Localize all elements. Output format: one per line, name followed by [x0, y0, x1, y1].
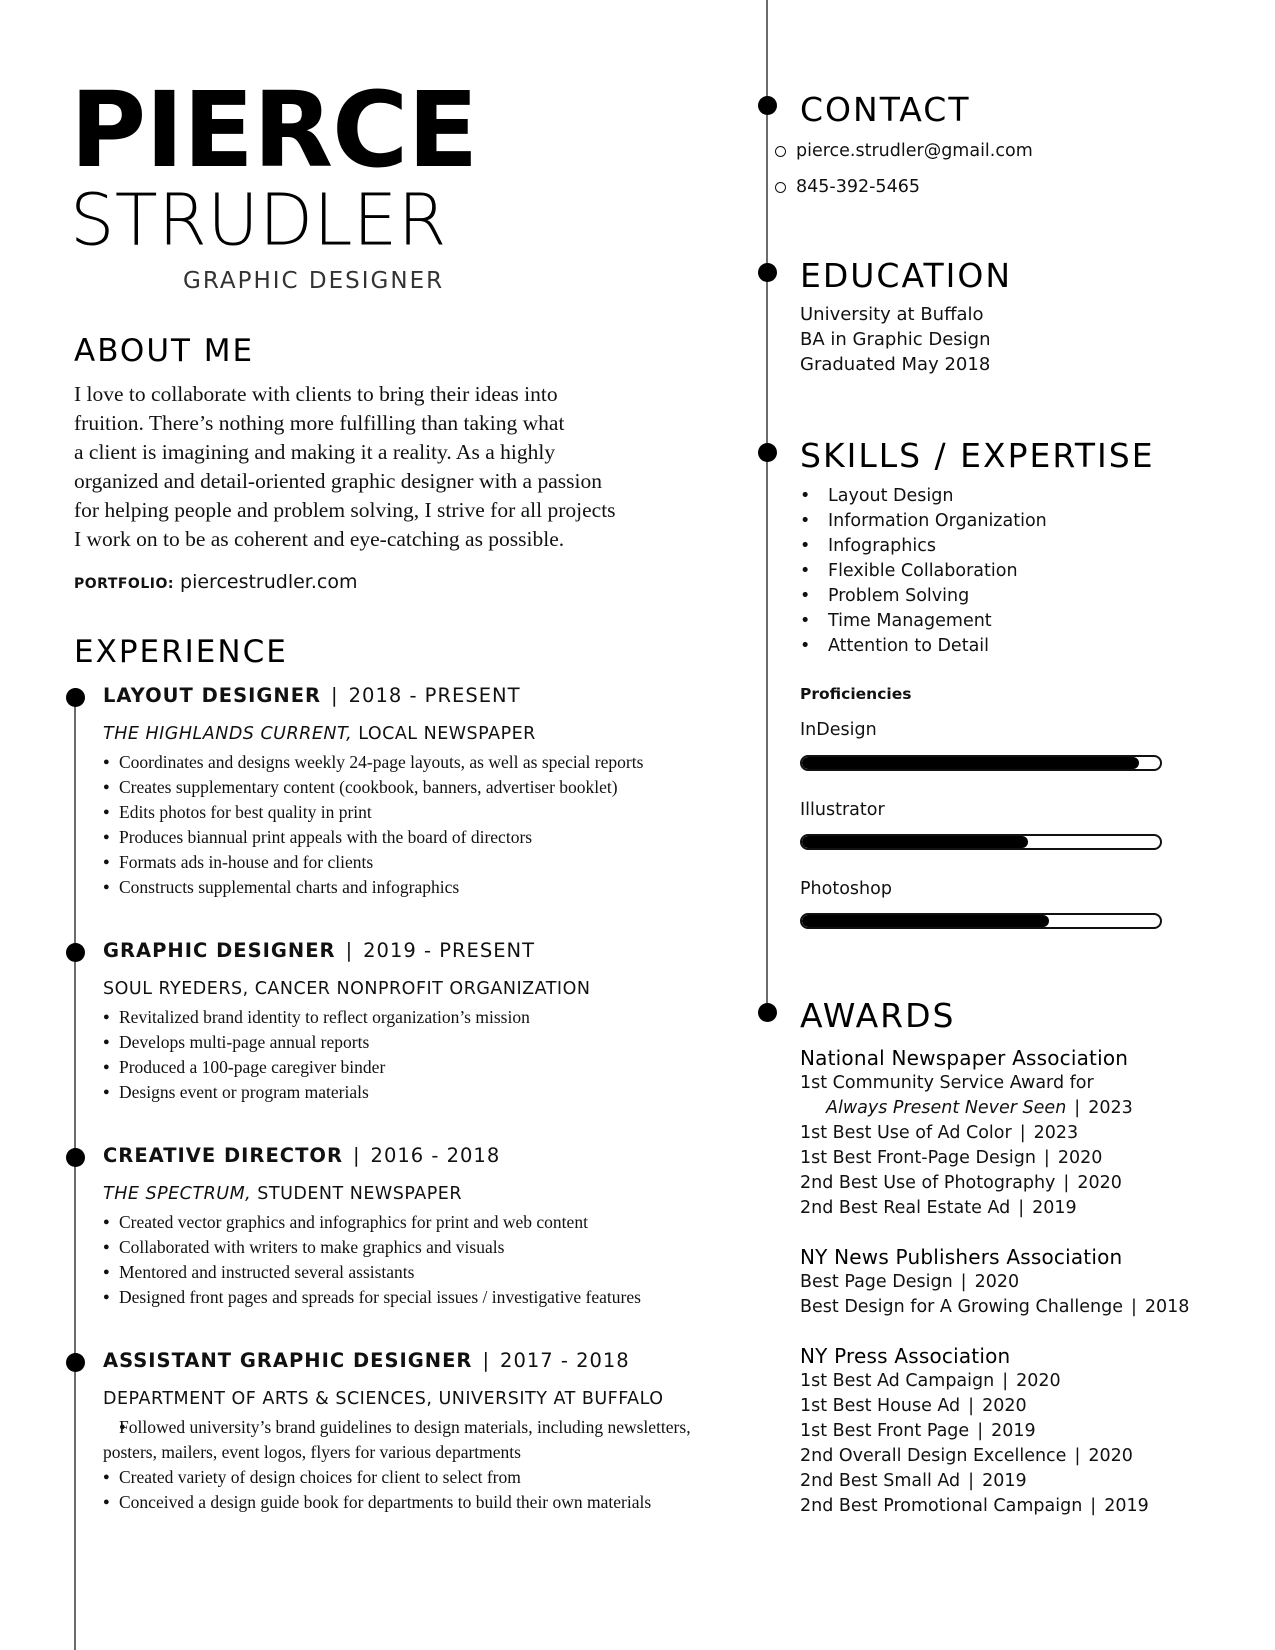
award-item	[800, 1369, 1240, 1394]
award-item	[800, 1121, 1240, 1146]
award-item	[800, 1171, 1240, 1196]
education-details	[800, 302, 991, 377]
job-dates: 2016 - 2018	[370, 1144, 501, 1167]
award-year: 2020	[1077, 1173, 1122, 1193]
education-school: University at Buffalo	[800, 304, 984, 325]
award-year: 2020	[1016, 1371, 1061, 1391]
circle-bullet-icon	[775, 182, 786, 193]
duty-item: ● Coordinates and designs weekly 24-page layouts, as well as special reports	[103, 750, 743, 775]
award-name: Best Page Design	[800, 1272, 953, 1292]
job-timeline-dot	[66, 688, 85, 707]
duty-item: ● Followed university’s brand guidelines to design materials, including newsletters, posters, mailers, event logos, flyers for various departments	[103, 1415, 723, 1465]
last-name: STRUDLER	[70, 178, 447, 262]
job-header	[103, 1349, 743, 1372]
award-separator: |	[1002, 1371, 1009, 1391]
duty-item: ● Edits photos for best quality in print	[103, 800, 743, 825]
education-degree: BA in Graphic Design	[800, 329, 991, 350]
job-role: LAYOUT DESIGNER	[103, 684, 322, 707]
duty-list	[103, 750, 743, 900]
job-dates: 2018 - PRESENT	[348, 684, 521, 707]
award-item	[800, 1494, 1240, 1519]
award-item	[800, 1444, 1240, 1469]
proficiency-label: Illustrator	[800, 800, 885, 820]
proficiency-label: Photoshop	[800, 879, 892, 899]
duty-item: ● Creates supplementary content (cookbook, banners, advertiser booklet)	[103, 775, 743, 800]
about-line: for helping people and problem solving, I strive for all projects	[74, 498, 616, 522]
award-name: 2nd Best Real Estate Ad	[800, 1198, 1011, 1218]
award-separator: |	[960, 1272, 967, 1292]
skills-list	[800, 484, 1047, 659]
circle-bullet-icon	[775, 146, 786, 157]
duty-list	[103, 1210, 743, 1310]
award-year: 2019	[1032, 1198, 1077, 1218]
duty-list	[103, 1415, 723, 1515]
job-timeline-dot	[66, 943, 85, 962]
duty-item: ● Created vector graphics and infographics for print and web content	[103, 1210, 743, 1235]
award-separator: |	[977, 1421, 984, 1441]
award-separator: |	[1074, 1098, 1081, 1118]
job-entry	[103, 939, 743, 1105]
duty-item: ● Designed front pages and spreads for special issues / investigative features	[103, 1285, 743, 1310]
duty-item: ● Produced a 100-page caregiver binder	[103, 1055, 743, 1080]
duty-item: ● Designs event or program materials	[103, 1080, 743, 1105]
award-item	[800, 1146, 1240, 1171]
portfolio-line	[74, 571, 358, 593]
award-separator: |	[1043, 1148, 1050, 1168]
award-item	[800, 1469, 1240, 1494]
job-header	[103, 939, 743, 962]
award-name: Best Design for A Growing Challenge	[800, 1297, 1123, 1317]
contact-email-row	[796, 141, 1033, 161]
org-publication: THE HIGHLANDS CURRENT,	[103, 724, 353, 744]
skill-item: • Flexible Collaboration	[800, 559, 1047, 584]
contact-heading: CONTACT	[800, 90, 971, 129]
education-timeline-dot	[758, 263, 777, 282]
job-role: GRAPHIC DESIGNER	[103, 939, 336, 962]
proficiency-bar	[800, 755, 1162, 771]
duty-item: ● Created variety of design choices for client to select from	[103, 1465, 723, 1490]
award-name: 1st Best Front Page	[800, 1421, 970, 1441]
proficiency-fill	[802, 915, 1049, 927]
skill-item: • Layout Design	[800, 484, 1047, 509]
award-year: 2020	[974, 1272, 1020, 1292]
job-title: GRAPHIC DESIGNER	[183, 268, 445, 294]
skills-heading: SKILLS / EXPERTISE	[800, 436, 1155, 475]
about-line: I work on to be as coherent and eye-catching as possible.	[74, 527, 565, 551]
job-header	[103, 684, 743, 707]
duty-item: ● Develops multi-page annual reports	[103, 1030, 743, 1055]
duty-item: ● Collaborated with writers to make graphics and visuals	[103, 1235, 743, 1260]
award-group	[800, 1244, 1240, 1320]
award-separator: |	[968, 1396, 975, 1416]
job-separator: |	[482, 1349, 491, 1372]
award-separator: |	[1090, 1496, 1097, 1516]
award-name: 1st Best Front-Page Design	[800, 1148, 1036, 1168]
award-year: 2019	[991, 1421, 1036, 1441]
award-name: 1st Best House Ad	[800, 1396, 961, 1416]
awards-timeline-dot	[758, 1003, 777, 1022]
job-entry	[103, 684, 743, 900]
award-item	[800, 1196, 1240, 1221]
duty-item: ● Conceived a design guide book for departments to build their own materials	[103, 1490, 723, 1515]
skill-item: • Attention to Detail	[800, 634, 1047, 659]
portfolio-link[interactable]: piercestrudler.com	[180, 571, 358, 593]
awards-heading: AWARDS	[800, 996, 956, 1035]
duty-item: ● Mentored and instructed several assistants	[103, 1260, 743, 1285]
award-item	[800, 1071, 1240, 1096]
education-heading: EDUCATION	[800, 256, 1013, 295]
award-item	[800, 1295, 1240, 1320]
job-separator: |	[345, 939, 354, 962]
job-entry	[103, 1349, 743, 1515]
award-separator: |	[1074, 1446, 1081, 1466]
org-description: STUDENT NEWSPAPER	[251, 1184, 463, 1204]
duty-item: ● Constructs supplemental charts and infographics	[103, 875, 743, 900]
award-separator: |	[1018, 1198, 1025, 1218]
job-entry	[103, 1144, 743, 1310]
job-dates: 2017 - 2018	[500, 1349, 630, 1372]
duty-item: ● Formats ads in-house and for clients	[103, 850, 743, 875]
award-group	[800, 1343, 1240, 1519]
award-organization: National Newspaper Association	[800, 1046, 1129, 1070]
about-line: fruition. There’s nothing more fulfilling than taking what	[74, 411, 565, 435]
job-organization	[103, 1184, 743, 1204]
job-separator: |	[331, 684, 339, 707]
education-graduated: Graduated May 2018	[800, 354, 991, 375]
skill-item: • Problem Solving	[800, 584, 1047, 609]
job-timeline-dot	[66, 1148, 85, 1167]
award-year: 2019	[982, 1471, 1027, 1491]
about-text	[74, 380, 674, 554]
contact-phone[interactable]: 845-392-5465	[796, 177, 920, 197]
job-role: CREATIVE DIRECTOR	[103, 1144, 343, 1167]
job-organization	[103, 1389, 743, 1409]
duty-list	[103, 1005, 743, 1105]
proficiency-fill	[802, 757, 1139, 769]
job-organization	[103, 724, 743, 744]
award-year: 2023	[1033, 1123, 1079, 1143]
award-name: 1st Community Service Award for	[800, 1073, 1094, 1093]
award-year: 2023	[1088, 1098, 1133, 1118]
org-description: LOCAL NEWSPAPER	[352, 724, 536, 744]
award-year: 2020	[1057, 1148, 1103, 1168]
job-timeline-dot	[66, 1353, 85, 1372]
contact-timeline-dot	[758, 96, 777, 115]
proficiency-fill	[802, 836, 1028, 848]
award-name: 1st Best Ad Campaign	[800, 1371, 995, 1391]
about-heading: ABOUT ME	[74, 333, 255, 369]
award-year: 2020	[1088, 1446, 1133, 1466]
proficiency-bar	[800, 834, 1162, 850]
job-header	[103, 1144, 743, 1167]
skill-item: • Time Management	[800, 609, 1047, 634]
org-description: SOUL RYEDERS, CANCER NONPROFIT ORGANIZATION	[103, 979, 591, 999]
skills-timeline-dot	[758, 443, 777, 462]
award-name: 2nd Best Use of Photography	[800, 1173, 1056, 1193]
job-organization	[103, 979, 743, 999]
proficiencies-heading: Proficiencies	[800, 685, 912, 703]
about-line: I love to collaborate with clients to bring their ideas into	[74, 382, 558, 406]
job-dates: 2019 - PRESENT	[363, 939, 536, 962]
award-separator: |	[1063, 1173, 1070, 1193]
award-separator: |	[1130, 1297, 1137, 1317]
award-name: 2nd Best Small Ad	[800, 1471, 961, 1491]
award-name: 2nd Best Promotional Campaign	[800, 1496, 1083, 1516]
left-timeline-line	[74, 696, 76, 1650]
experience-heading: EXPERIENCE	[74, 634, 288, 670]
award-item	[800, 1394, 1240, 1419]
org-description: DEPARTMENT OF ARTS & SCIENCES, UNIVERSITY AT BUFFALO	[103, 1389, 664, 1409]
award-item	[800, 1270, 1240, 1295]
award-separator: |	[1019, 1123, 1026, 1143]
duty-item: ● Revitalized brand identity to reflect organization’s mission	[103, 1005, 743, 1030]
proficiency-label: InDesign	[800, 720, 877, 740]
award-separator: |	[968, 1471, 975, 1491]
about-line: a client is imagining and making it a reality. As a highly	[74, 440, 556, 464]
award-group	[800, 1045, 1240, 1221]
portfolio-label: PORTFOLIO:	[74, 576, 174, 592]
skill-item: • Information Organization	[800, 509, 1047, 534]
proficiency-bar	[800, 913, 1162, 929]
award-organization: NY News Publishers Association	[800, 1245, 1123, 1269]
award-item	[800, 1419, 1240, 1444]
job-separator: |	[352, 1144, 361, 1167]
job-role: ASSISTANT GRAPHIC DESIGNER	[103, 1349, 473, 1372]
award-organization: NY Press Association	[800, 1344, 1011, 1368]
duty-item: ● Produces biannual print appeals with the board of directors	[103, 825, 743, 850]
award-name: 2nd Overall Design Excellence	[800, 1446, 1067, 1466]
award-year: 2018	[1144, 1297, 1190, 1317]
award-item	[800, 1096, 1240, 1121]
about-line: organized and detail-oriented graphic designer with a passion	[74, 469, 602, 493]
award-name: Always Present Never Seen	[826, 1098, 1067, 1118]
award-year: 2020	[982, 1396, 1027, 1416]
first-name: PIERCE	[70, 69, 478, 191]
award-name: 1st Best Use of Ad Color	[800, 1123, 1012, 1143]
right-timeline-line	[766, 0, 768, 1010]
contact-phone-row	[796, 177, 920, 197]
award-year: 2019	[1104, 1496, 1149, 1516]
org-publication: THE SPECTRUM,	[103, 1184, 252, 1204]
contact-email[interactable]: pierce.strudler@gmail.com	[796, 141, 1033, 161]
skill-item: • Infographics	[800, 534, 1047, 559]
